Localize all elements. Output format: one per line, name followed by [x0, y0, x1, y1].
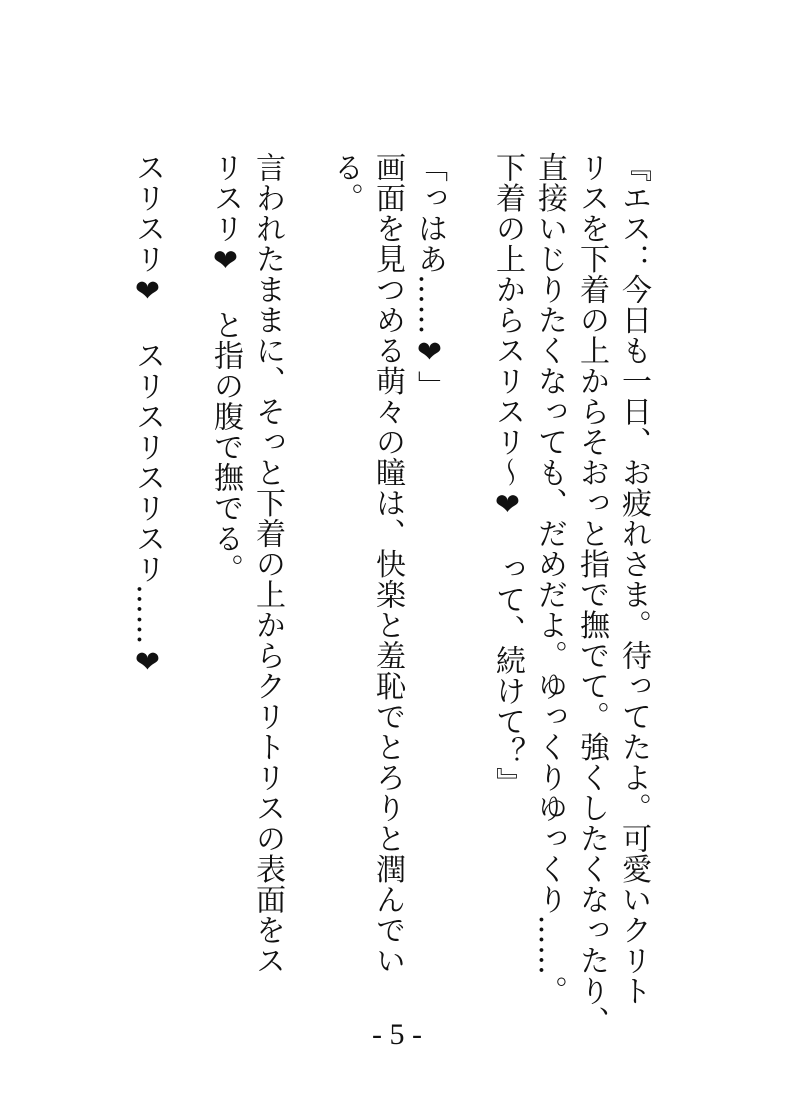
text-line: 画面を見つめる萌々の瞳は、快楽と羞恥でとろりと潤んでい [370, 152, 405, 976]
text-line: リスを下着の上からそおっと指で撫でて。強くしたくなったり、 [574, 152, 609, 1037]
text-line: 言われたままに、そっと下着の上からクリトリスの表面をス [250, 152, 285, 976]
text-line: 下着の上からスリスリ〜❤ って、続けて？』 [490, 152, 525, 798]
text-line: る。 [328, 152, 363, 213]
text-line: スリスリ❤ スリスリスリスリ……❤ [130, 152, 165, 681]
text-line: 直接いじりたくなっても、だめだよ。ゆっくりゆっくり……。 [532, 152, 567, 1006]
text-line: 「っはあ……❤」 [412, 152, 447, 401]
paragraph-gap [450, 152, 486, 982]
page-number: - 5 - [372, 1018, 422, 1051]
paragraph-gap [168, 152, 204, 982]
vertical-text-body [126, 152, 654, 1037]
text-line: リスリ❤ と指の腹で撫でる。 [208, 152, 243, 584]
text-line: 『エス：今日も一日、お疲れさま。待ってたよ。可愛いクリト [616, 152, 651, 1006]
paragraph-gap [288, 152, 324, 982]
